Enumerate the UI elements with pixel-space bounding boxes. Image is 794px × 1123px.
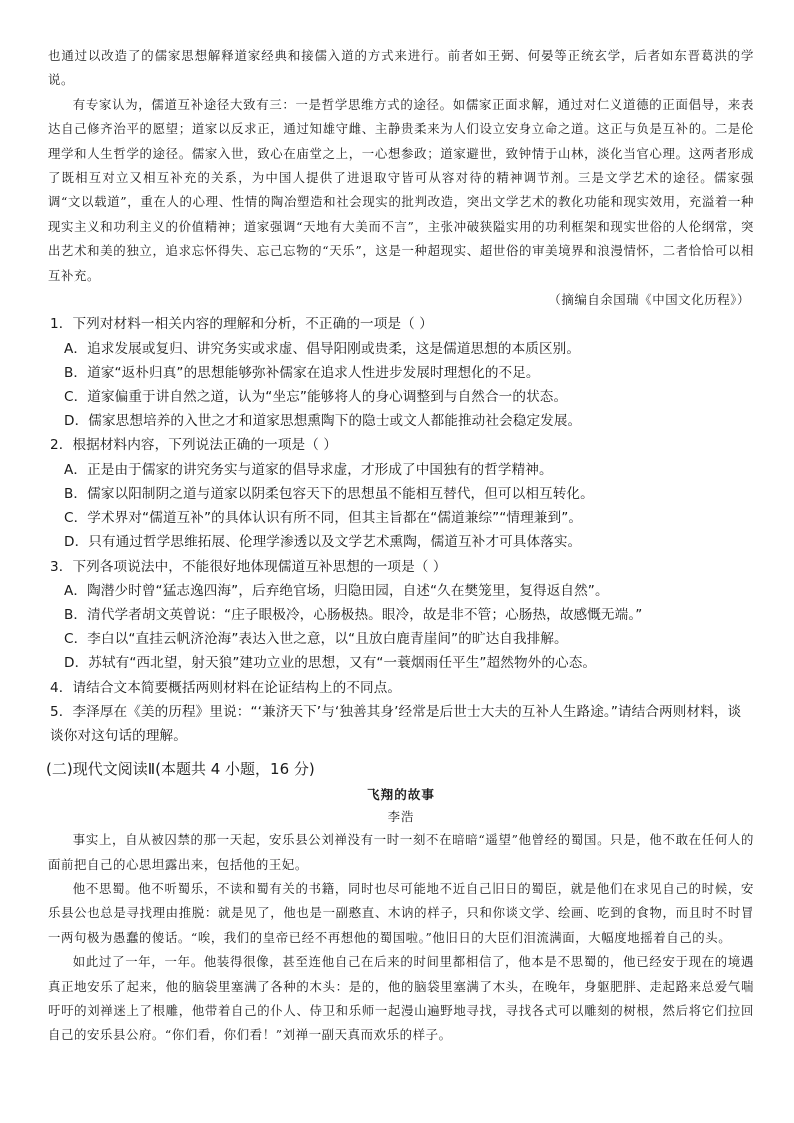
question-1-option-b: B．道家“返朴归真”的思想能够弥补儒家在追求人性进步发展时理想化的不足。 xyxy=(64,364,540,381)
question-1-stem: 1．下列对材料一相关内容的理解和分析，不正确的一项是（ ） xyxy=(50,316,433,333)
question-3-option-c: C．李白以“直挂云帆济沧海”表达入世之意，以“且放白鹿青崖间”的旷达自我排解。 xyxy=(64,631,568,648)
story-body xyxy=(48,828,754,1048)
story-paragraph: 如此过了一年，一年。他装得很像，甚至连他自己在后来的时间里都相信了，他本是不思蜀的，他已经安于现在的境遇真正地安乐了起来，他的脑袋里塞满了各种的木头：是的，他的脑袋里塞满了木头，在晚年，身躯肥胖、走起路来总爱气喘吁吁的刘禅迷上了根雕，他带着自己的仆人、侍卫和乐师一起漫山遍野地寻找，寻找各式可以雕刻的树根，然后将它们拉回自己的安乐县公府。“你们看，你们看！”刘禅一副天真而欢乐的样子。 xyxy=(48,954,754,1043)
question-1-option-c: C．道家偏重于讲自然之道，认为“坐忘”能够将人的身心调整到与自然合一的状态。 xyxy=(64,389,568,406)
question-2-option-a: A．正是由于儒家的讲究务实与道家的倡导求虚，才形成了中国独有的哲学精神。 xyxy=(64,461,553,478)
question-3-option-b: B．清代学者胡文英曾说：“庄子眼极冷，心肠极热。眼冷，故是非不管；心肠热，故感慨无端。” xyxy=(64,606,643,623)
question-1-option-a: A．追求发展或复归、讲究务实或求虚、倡导阳刚或贵柔，这是儒道思想的本质区别。 xyxy=(64,340,581,357)
question-2-option-c: C．学术界对“儒道互补”的具体认识有所不同，但其主旨都在“儒道兼综”“情理兼到”。 xyxy=(64,510,583,527)
question-5-stem: 5．李泽厚在《美的历程》里说：“‘兼济天下’与‘独善其身’经常是后世士大夫的互补人生路途。”请结合两则材料，谈谈你对这句话的理解。 xyxy=(50,703,742,744)
passage-excerpt xyxy=(48,44,754,312)
question-3-option-a: A．陶潜少时曾“猛志逸四海”，后弃绝官场，归隐田园，自述“久在樊笼里，复得返自然”。 xyxy=(64,582,609,599)
passage-paragraph-continued: 也通过以改造了的儒家思想解释道家经典和接儒入道的方式来进行。前者如王弼、何晏等正统玄学，后者如东晋葛洪的学说。 xyxy=(48,48,754,88)
passage-source: （摘编自余国瑞《中国文化历程》） xyxy=(548,292,750,308)
question-2-stem: 2．根据材料内容，下列说法正确的一项是（ ） xyxy=(50,437,338,454)
question-3-stem: 3．下列各项说法中，不能很好地体现儒道互补思想的一项是（ ） xyxy=(50,558,447,575)
story-paragraph: 事实上，自从被囚禁的那一天起，安乐县公刘禅没有一时一刻不在暗暗“遥望”他曾经的蜀国。只是，他不敢在任何人的面前把自己的心思坦露出来，包括他的王妃。 xyxy=(48,832,754,872)
question-list xyxy=(48,312,754,748)
question-2-option-d: D．只有通过哲学思维拓展、伦理学渗透以及文学艺术熏陶，儒道互补才可具体落实。 xyxy=(64,534,582,551)
story-author: 李浩 xyxy=(387,809,415,825)
section-heading: (二)现代文阅读Ⅱ(本题共 4 小题，16 分) xyxy=(46,760,315,779)
question-4-stem: 4．请结合文本简要概括两则材料在论证结构上的不同点。 xyxy=(50,679,402,696)
question-3-option-d: D．苏轼有“西北望，射天狼”建功立业的思想，又有“一蓑烟雨任平生”超然物外的心态。 xyxy=(64,655,597,672)
question-1-option-d: D．儒家思想培养的入世之才和道家思想熏陶下的隐士或文人都能推动社会稳定发展。 xyxy=(64,413,582,430)
passage-paragraph-complement: 有专家认为，儒道互补途径大致有三：一是哲学思维方式的途径。如儒家正面求解，通过对仁义道德的正面倡导，来表达自己修齐治平的愿望；道家以反求正，通过知雄守雌、主静贵柔来为人们设立安身立命之道。这正与负是互补的。二是伦理学和人生哲学的途径。儒家入世，致心在庙堂之上，一心想参政；道家避世，致钟情于山林，淡化当官心理。这两者形成了既相互对立又相互补充的关系，为中国人提供了进退取守皆可从容对待的精神调节剂。三是文学艺术的途径。儒家强调“文以载道”，重在人的心理、性情的陶冶塑造和社会现实的批判改造，突出文学艺术的教化功能和现实效用，充溢着一种现实主义和功利主义的价值精神；道家强调“天地有大美而不言”，主张冲破狭隘实用的功利框架和现实世俗的人伦纲常，突出艺术和美的独立，追求忘怀得失、忘己忘物的“天乐”，这是一种超现实、超世俗的审美境界和浪漫情怀，二者恰恰可以相互补充。 xyxy=(48,96,754,283)
story-paragraph: 他不思蜀。他不听蜀乐，不读和蜀有关的书籍，同时也尽可能地不近自己旧日的蜀臣，就是他们在求见自己的时候，安乐县公也总是寻找理由推脱：就是见了，他也是一副憨直、木讷的样子，只和你谈文学、绘画、吃到的食物，而且时不时冒一两句极为愚蠢的傻话。“唉，我们的皇帝已经不再想他的蜀国啦。”他旧日的大臣们泪流满面，大幅度地摇着自己的头。 xyxy=(48,880,754,945)
story-title: 飞翔的故事 xyxy=(367,787,435,803)
question-2-option-b: B．儒家以阳制阴之道与道家以阴柔包容天下的思想虽不能相互替代，但可以相互转化。 xyxy=(64,485,594,502)
